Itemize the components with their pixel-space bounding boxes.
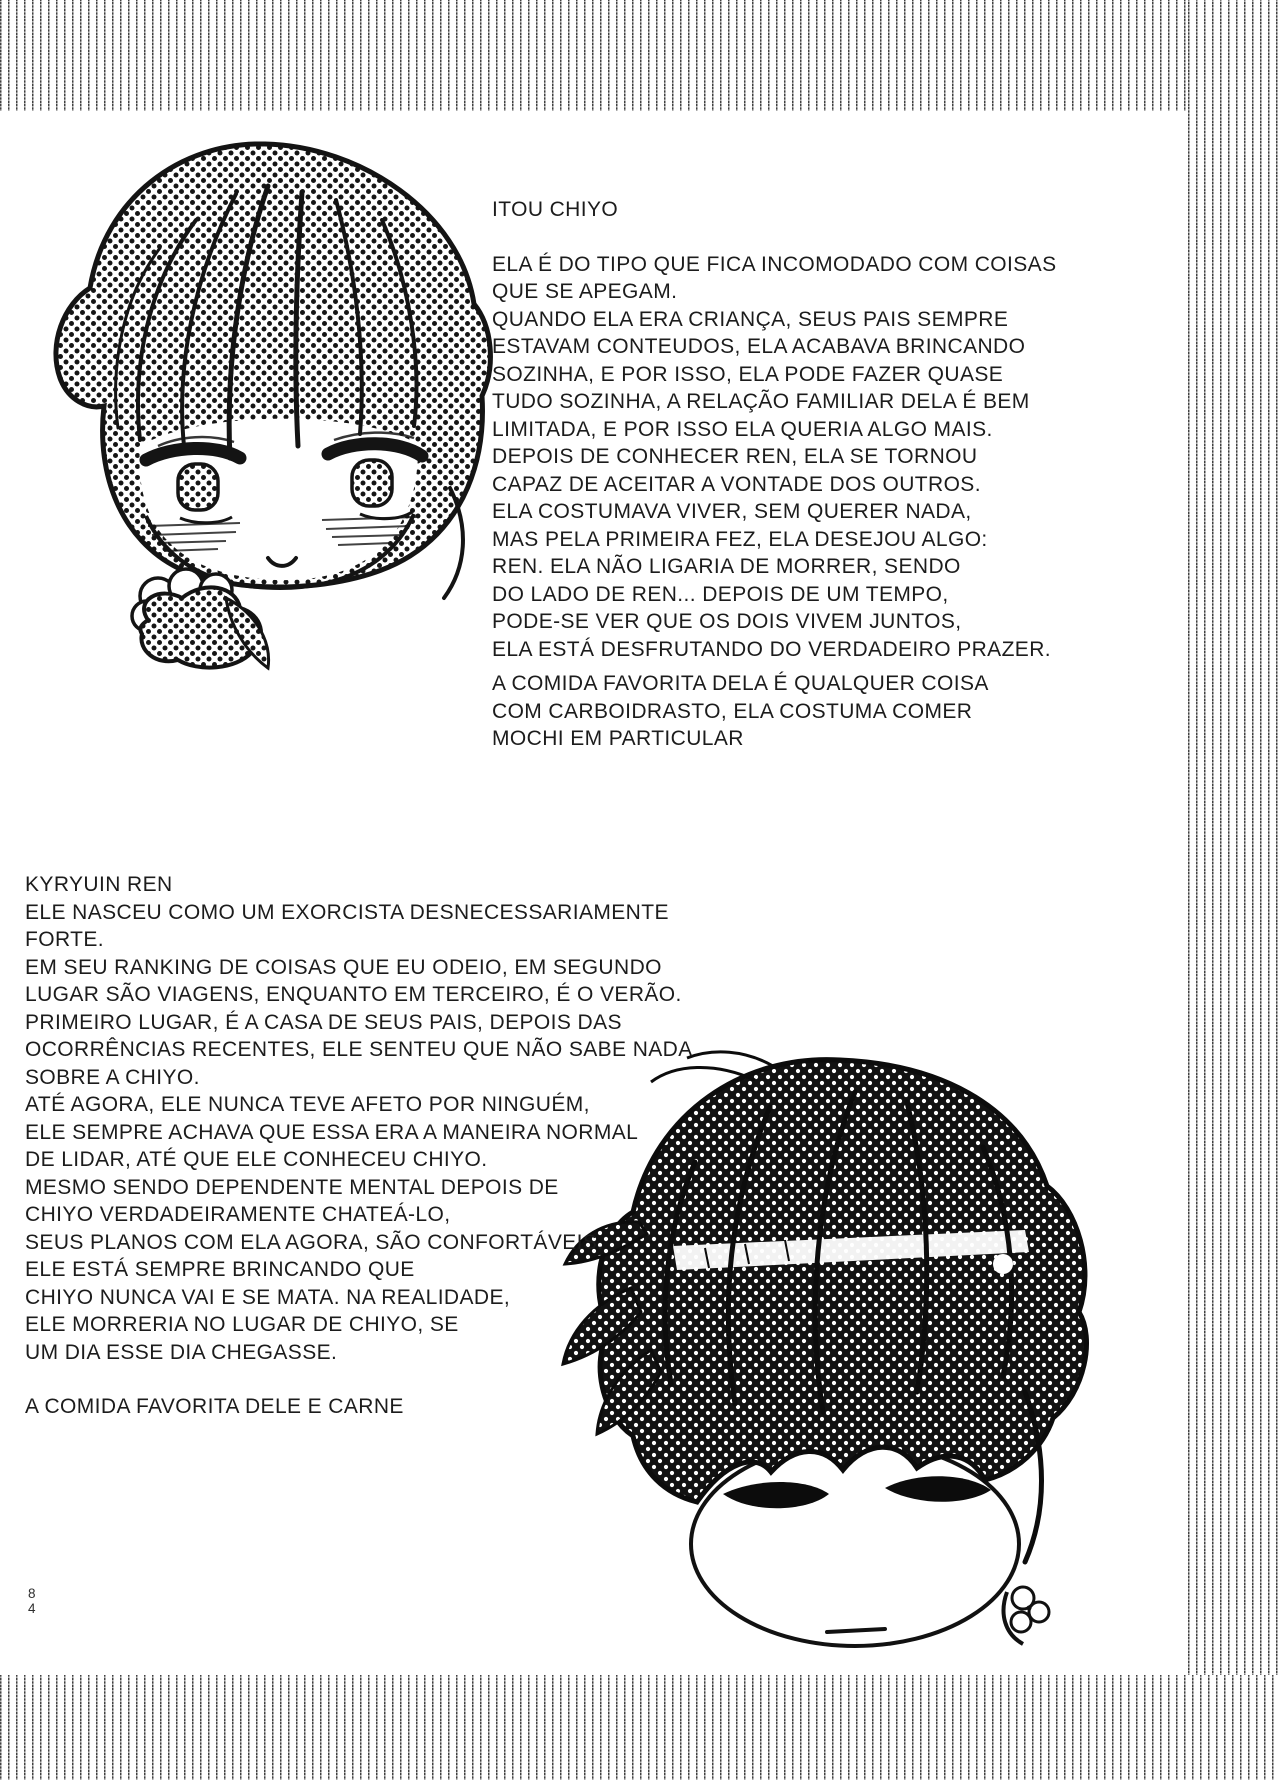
chiyo-profile-food (492, 670, 1112, 753)
chiyo-profile-body (492, 251, 1112, 664)
chiyo-profile (492, 196, 1112, 753)
text-line: ELA É DO TIPO QUE FICA INCOMODADO COM COISAS (492, 252, 1057, 276)
text-line: A COMIDA FAVORITA DELA É QUALQUER COISA (492, 672, 989, 695)
text-line: CHIYO NUNCA VAI E SE MATA. NA REALIDADE, (25, 1285, 511, 1309)
text-line: ELE SEMPRE ACHAVA QUE ESSA ERA A MANEIRA NORMAL (25, 1120, 639, 1144)
text-line: ELA ESTÁ DESFRUTANDO DO VERDADEIRO PRAZER. (492, 637, 1052, 661)
stripe-border-top (0, 0, 1280, 111)
text-line: QUANDO ELA ERA CRIANÇA, SEUS PAIS SEMPRE (492, 307, 1009, 331)
text-line: ELE ESTÁ SEMPRE BRINCANDO QUE (25, 1258, 415, 1281)
text-line: MAS PELA PRIMEIRA FEZ, ELA DESEJOU ALGO: (492, 527, 988, 551)
chiyo-illustration (30, 128, 500, 673)
chibi-girl-drawing (30, 128, 500, 673)
text-line: SOZINHA, E POR ISSO, ELA PODE FAZER QUASE (492, 362, 1004, 386)
text-line: A COMIDA FAVORITA DELE E CARNE (25, 1395, 404, 1418)
text-line: ATÉ AGORA, ELE NUNCA TEVE AFETO POR NINGUÉM, (25, 1093, 590, 1116)
text-line: OCORRÊNCIAS RECENTES, ELE SENTEU QUE NÃO SABE NADA (25, 1038, 693, 1061)
text-line: TUDO SOZINHA, A RELAÇÃO FAMILIAR DELA É BEM (492, 390, 1030, 413)
page-number-digit: 8 (28, 1586, 36, 1601)
stripe-border-bottom (0, 1675, 1280, 1780)
text-line: MESMO SENDO DEPENDENTE MENTAL DEPOIS DE (25, 1175, 559, 1199)
text-line: DO LADO DE REN... DEPOIS DE UM TEMPO, (492, 582, 949, 606)
text-line: MOCHI EM PARTICULAR (492, 727, 744, 750)
ren-profile-title: KYRYUIN REN (25, 873, 173, 896)
text-line: EM SEU RANKING DE COISAS QUE EU ODEIO, EM SEGUNDO (25, 955, 662, 979)
ren-profile-food (25, 1393, 705, 1421)
text-line: LUGAR SÃO VIAGENS, ENQUANTO EM TERCEIRO, É O VERÃO. (25, 983, 682, 1006)
text-line: SOBRE A CHIYO. (25, 1065, 200, 1089)
chiyo-profile-title: ITOU CHIYO (492, 198, 619, 221)
page-number-digit: 4 (28, 1601, 36, 1616)
text-line: FORTE. (25, 928, 105, 951)
ren-profile-body (25, 899, 705, 1367)
blank-line (492, 224, 1112, 251)
text-line: ELE MORRERIA NO LUGAR DE CHIYO, SE (25, 1313, 459, 1336)
text-line: ELE NASCEU COMO UM EXORCISTA DESNECESSARIAMENTE (25, 900, 669, 924)
text-line: CHIYO VERDADEIRAMENTE CHATEÁ-LO, (25, 1203, 451, 1226)
text-line: DEPOIS DE CONHECER REN, ELA SE TORNOU (492, 445, 978, 468)
text-line: DE LIDAR, ATÉ QUE ELE CONHECEU CHIYO. (25, 1148, 488, 1171)
text-line: PODE-SE VER QUE OS DOIS VIVEM JUNTOS, (492, 610, 962, 633)
text-line: QUE SE APEGAM. (492, 280, 678, 303)
text-line: COM CARBOIDRASTO, ELA COSTUMA COMER (492, 699, 973, 723)
text-line: UM DIA ESSE DIA CHEGASSE. (25, 1340, 338, 1364)
text-line: CAPAZ DE ACEITAR A VONTADE DOS OUTROS. (492, 472, 981, 496)
text-line: ESTAVAM CONTEUDOS, ELA ACABAVA BRINCANDO (492, 335, 1026, 358)
page-number (28, 1586, 36, 1616)
text-line: SEUS PLANOS COM ELA AGORA, SÃO CONFORTÁVEIS. (25, 1230, 604, 1254)
text-line: PRIMEIRO LUGAR, É A CASA DE SEUS PAIS, DEPOIS DAS (25, 1010, 622, 1034)
text-line: ELA COSTUMAVA VIVER, SEM QUERER NADA, (492, 500, 972, 523)
text-line: REN. ELA NÃO LIGARIA DE MORRER, SENDO (492, 555, 961, 578)
stripe-border-right (1188, 0, 1280, 1780)
text-line: LIMITADA, E POR ISSO ELA QUERIA ALGO MAIS. (492, 417, 993, 441)
blank-line (25, 1366, 705, 1393)
ren-profile (25, 871, 705, 1421)
